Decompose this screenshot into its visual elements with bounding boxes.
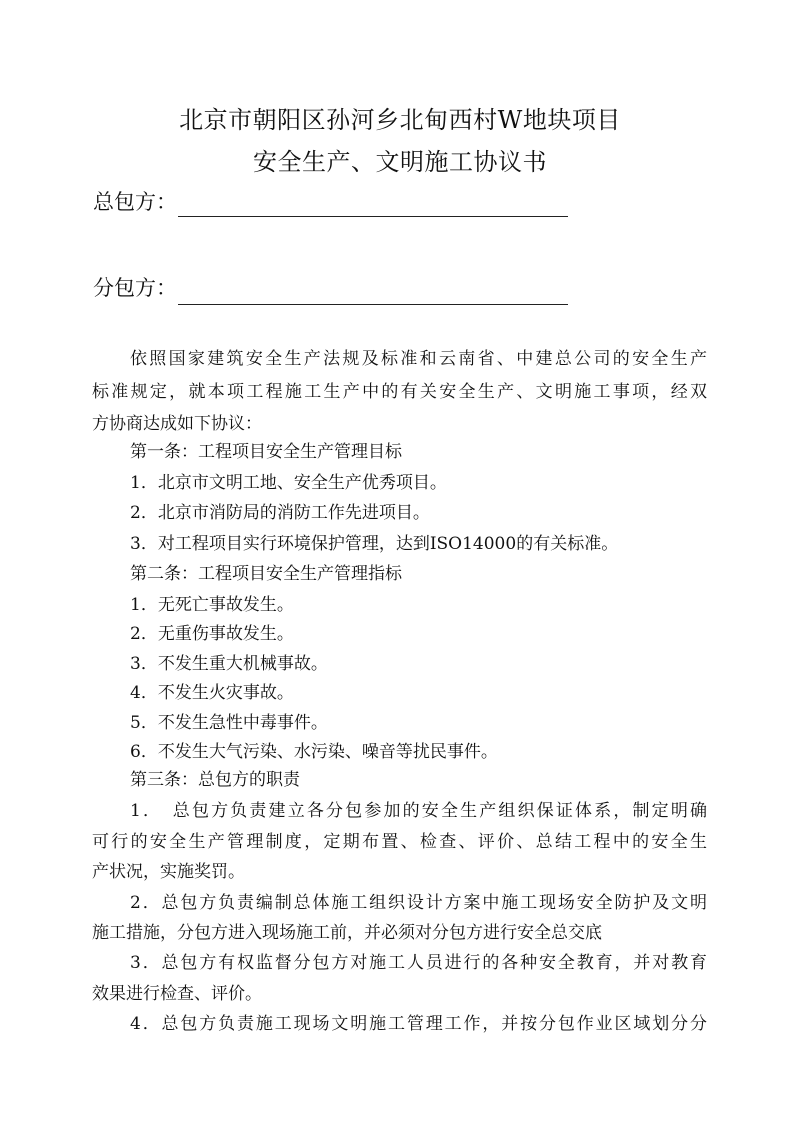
article3-heading: 第三条：总包方的职责: [130, 770, 300, 790]
article2-item: 3．不发生重大机械事故。: [130, 654, 328, 674]
article2-heading: 第二条：工程项目安全生产管理指标: [130, 564, 402, 584]
general-contractor-blank-line: [178, 216, 568, 217]
article3-paragraph-line: 产状况，实施奖罚。: [92, 862, 245, 882]
article3-paragraph-line: 效果进行检查、评价。: [92, 984, 262, 1004]
document-title-line1: 北京市朝阳区孙河乡北甸西村W地块项目: [179, 106, 621, 134]
article2-item: 4．不发生火灾事故。: [130, 683, 294, 703]
article1-item: 3．对工程项目实行环境保护管理，达到ISO14000的有关标准。: [130, 534, 619, 554]
article3-paragraph-line: 可行的安全生产管理制度，定期布置、检查、评价、总结工程中的安全生: [92, 832, 707, 852]
article1-item: 1．北京市文明工地、安全生产优秀项目。: [130, 473, 447, 493]
article1-item: 2．北京市消防局的消防工作先进项目。: [130, 503, 430, 523]
article3-paragraph-line: 1． 总包方负责建立各分包参加的安全生产组织保证体系，制定明确: [130, 801, 707, 821]
article3-paragraph-line: 施工措施，分包方进入现场施工前，并必须对分包方进行安全总交底: [92, 923, 602, 943]
article1-heading: 第一条：工程项目安全生产管理目标: [130, 442, 402, 462]
article3-paragraph-line: 2．总包方负责编制总体施工组织设计方案中施工现场安全防护及文明: [130, 893, 707, 913]
general-contractor-label: 总包方：: [93, 190, 177, 214]
article3-paragraph-line: 3．总包方有权监督分包方对施工人员进行的各种安全教育，并对教育: [130, 953, 707, 973]
intro-line: 方协商达成如下协议：: [92, 414, 262, 434]
subcontractor-blank-line: [178, 304, 568, 305]
intro-line: 依照国家建筑安全生产法规及标准和云南省、中建总公司的安全生产: [130, 349, 707, 369]
article2-item: 5．不发生急性中毒事件。: [130, 713, 328, 733]
article2-item: 2．无重伤事故发生。: [130, 624, 294, 644]
article3-paragraph-line: 4．总包方负责施工现场文明施工管理工作，并按分包作业区域划分分: [130, 1014, 707, 1034]
article2-item: 1．无死亡事故发生。: [130, 595, 294, 615]
subcontractor-label: 分包方：: [93, 276, 177, 300]
intro-line: 标准规定，就本项工程施工生产中的有关安全生产、文明施工事项，经双: [92, 382, 707, 402]
document-title-line2: 安全生产、文明施工协议书: [253, 148, 547, 176]
article2-item: 6．不发生大气污染、水污染、噪音等扰民事件。: [130, 742, 498, 762]
